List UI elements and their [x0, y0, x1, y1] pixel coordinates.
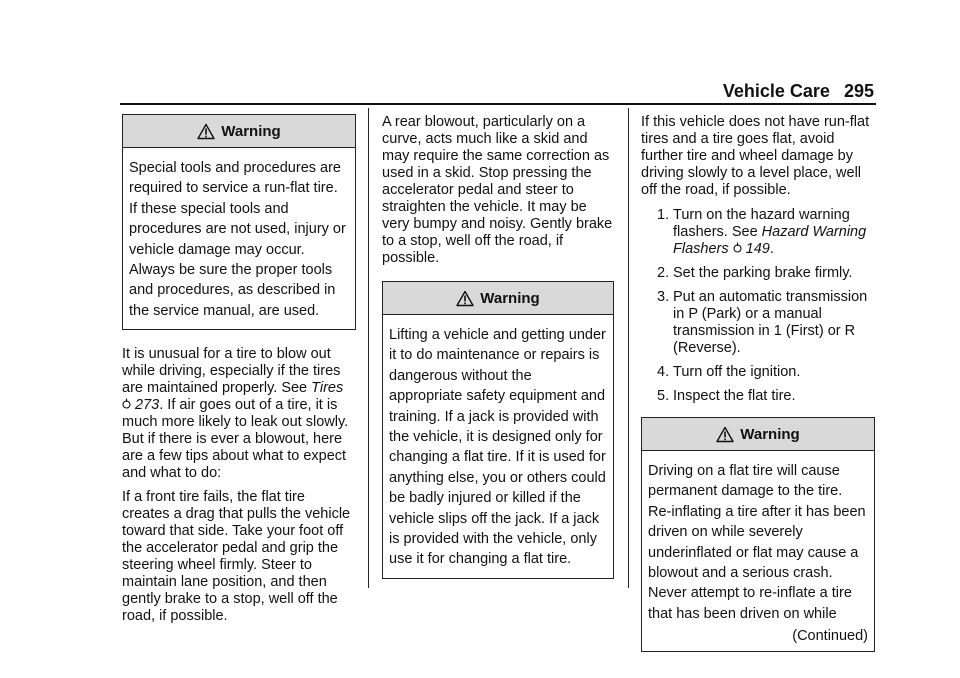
page-reference-icon: [122, 398, 131, 409]
continued-label: (Continued): [792, 628, 868, 645]
column-divider: [628, 108, 629, 588]
warning-title: Warning: [740, 425, 800, 443]
paragraph: If a front tire fails, the flat tire creates a drag that pulls the vehicle toward that side. Take your foot off the accelerator pedal and grip the steering wheel firmly. Steer to maintain lane position, and then gently brake to a stop, well off the road, if possible.: [122, 489, 351, 625]
cross-reference-link[interactable]: Tires: [311, 380, 344, 397]
warning-header: [123, 115, 355, 148]
page-reference-icon: [733, 242, 742, 253]
warning-text: Driving on a flat tire will cause permanent damage to the tire. Re-inflating a tire after it has been driven on while severely underinflated or flat may cause a blowout and a serious crash. Never attempt to re-inflate a tire that has been driven on while (Continued): [642, 451, 874, 651]
cross-reference-link[interactable]: Hazard Warning Flashers: [673, 224, 867, 257]
column-2: [382, 114, 614, 595]
warning-box: [122, 114, 356, 330]
page-number: 295: [843, 81, 874, 101]
warning-title: Warning: [480, 289, 540, 307]
warning-title: Warning: [221, 122, 281, 140]
list-item: 2. Set the parking brake firmly.: [657, 265, 853, 281]
steps-list: [641, 207, 875, 405]
header-rule: [120, 103, 876, 105]
cross-reference-page[interactable]: 149: [745, 241, 770, 257]
warning-header: [642, 418, 874, 451]
list-item: 4. Turn off the ignition.: [657, 364, 801, 380]
warning-box: [641, 417, 875, 652]
warning-triangle-icon: [456, 290, 474, 307]
cross-reference-page[interactable]: 273: [135, 397, 160, 414]
paragraph: It is unusual for a tire to blow out while driving, especially if the tires are maintained properly. See Tires 273. If air goes out of a tire, it is much more likely to leak out slowly. But if there is ever a blowout, here are a few tips about what to expect and what to do:: [122, 346, 349, 482]
list-item: 3. Put an automatic transmission in P (Park) or a manual transmission in 1 (First) or R (Reverse).: [657, 289, 868, 356]
paragraph: A rear blowout, particularly on a curve, acts much like a skid and may require the same correction as used in a skid. Stop pressing the accelerator pedal and steer to straighten the vehicle. It may be very bumpy and noisy. Gently brake to a stop, well off the road, if possible.: [382, 114, 613, 266]
page-header: [723, 83, 874, 100]
column-divider: [368, 108, 369, 588]
list-item: 1. Turn on the hazard warning flashers. See Hazard Warning Flashers 149.: [657, 207, 867, 257]
warning-text: Special tools and procedures are required to service a run-flat tire. If these special tools and procedures are not used, injury or vehicle damage may occur. Always be sure the proper tools and procedures, as described in the service manual, are used.: [129, 160, 346, 319]
section-title: Vehicle Care: [722, 81, 830, 101]
column-3: [641, 114, 875, 668]
column-1: [122, 114, 356, 632]
warning-header: [383, 282, 613, 315]
warning-triangle-icon: [716, 426, 734, 443]
warning-box: [382, 281, 614, 579]
paragraph: If this vehicle does not have run-flat tires and a tire goes flat, avoid further tire and wheel damage by driving slowly to a level place, well off the road, if possible.: [641, 114, 870, 198]
list-item: 5. Inspect the flat tire.: [657, 388, 796, 404]
warning-text: Lifting a vehicle and getting under it to do maintenance or repairs is dangerous without the appropriate safety equipment and training. If a jack is provided with the vehicle, it is designed only for changing a flat tire. If it is used for anything else, you or others could be badly injured or killed if the vehicle slips off the jack. If a jack is provided with the vehicle, only use it for changing a flat tire.: [389, 327, 606, 568]
warning-triangle-icon: [197, 123, 215, 140]
